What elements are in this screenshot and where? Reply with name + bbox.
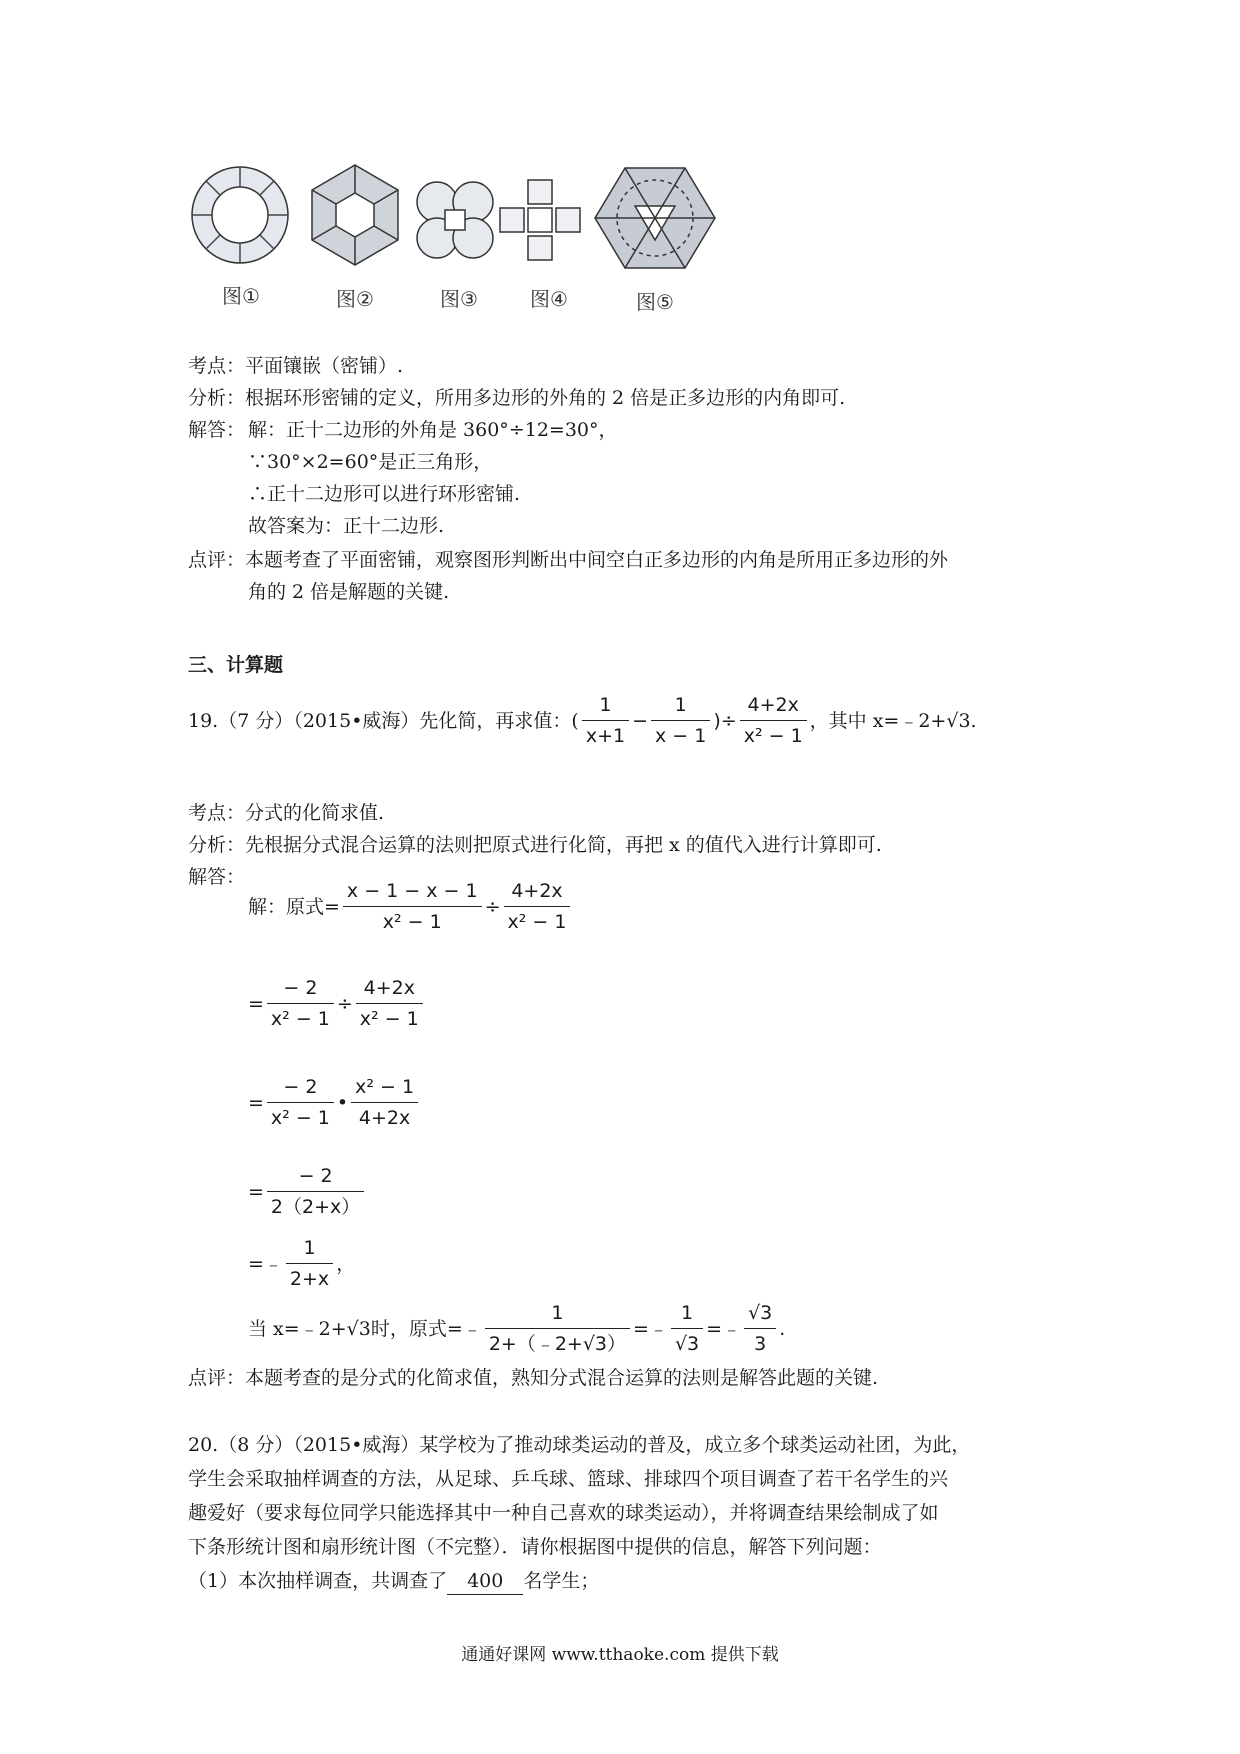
q19-f3-num: 4+2x xyxy=(740,692,807,721)
q19-step5-prefix: =﹣ xyxy=(248,1252,283,1275)
q19-step1-num: x − 1 − x − 1 xyxy=(343,878,482,907)
q19-step2-equals: = xyxy=(248,992,264,1015)
q19-final-num: 1 xyxy=(485,1300,630,1329)
q19-f2-num: 1 xyxy=(651,692,710,721)
q19-step4-den: 2（2+x） xyxy=(270,1196,361,1218)
q19-close-div: )÷ xyxy=(713,709,737,732)
q19-step1-prefix: 解：原式= xyxy=(248,895,340,918)
q19-step5-den: 2+x xyxy=(289,1268,330,1290)
q18-jieda-line-4: 故答案为：正十二边形. xyxy=(248,515,445,537)
q19-step5-suffix: ， xyxy=(336,1252,356,1275)
q19-kaodian: 考点：分式的化简求值. xyxy=(188,802,385,824)
figure-4-label: 图④ xyxy=(530,287,568,311)
figure-1-label: 图① xyxy=(222,284,260,308)
q19-step1-num2: 4+2x xyxy=(504,878,571,907)
figure-2-label: 图② xyxy=(336,287,374,311)
q18-dianping-1: 点评：本题考查了平面密铺，观察图形判断出中间空白正多边形的内角是所用正多边形的外 xyxy=(188,549,949,571)
q19-step3-den2: 4+2x xyxy=(358,1107,411,1129)
q19-step1-div: ÷ xyxy=(484,895,501,918)
q20-line-1: 20.（8 分）（2015•威海）某学校为了推动球类运动的普及，成立多个球类运动社团，为此， xyxy=(188,1434,971,1456)
q19-final-den: 2+（﹣2+√3） xyxy=(488,1333,627,1355)
q19-step-3 xyxy=(248,1074,421,1131)
q19-minus: − xyxy=(632,709,649,732)
q19-step2-den2: x² − 1 xyxy=(359,1008,419,1030)
q19-dianping: 点评：本题考查的是分式的化简求值，熟知分式混合运算的法则是解答此题的关键. xyxy=(188,1367,879,1389)
figure-3-label: 图③ xyxy=(440,287,478,311)
q18-dianping-2: 角的 2 倍是解题的关键. xyxy=(248,581,450,603)
q19-step2-div: ÷ xyxy=(336,992,353,1015)
q19-step2-den: x² − 1 xyxy=(270,1008,330,1030)
q19-step3-num2: x² − 1 xyxy=(351,1074,418,1103)
q19-f3-den: x² − 1 xyxy=(743,725,803,747)
q19-fenxi: 分析：先根据分式混合运算的法则把原式进行化简，再把 x 的值代入进行计算即可. xyxy=(188,834,882,856)
q19-final-prefix: 当 x=﹣2+√3时，原式=﹣ xyxy=(248,1317,482,1340)
q19-final xyxy=(248,1300,785,1357)
q19-step-5 xyxy=(248,1235,355,1292)
q18-jieda-line-3: ∴正十二边形可以进行环形密铺. xyxy=(248,483,521,505)
q20-line-3: 趣爱好（要求每位同学只能选择其中一种自己喜欢的球类运动），并将调查结果绘制成了如 xyxy=(188,1502,939,1524)
q19-step-4 xyxy=(248,1163,367,1220)
q19-step3-num: − 2 xyxy=(267,1074,334,1103)
q20-line-4: 下条形统计图和扇形统计图（不完整）．请你根据图中提供的信息，解答下列问题： xyxy=(188,1536,882,1558)
q19-final-den3: 3 xyxy=(754,1333,767,1355)
figure-5-label: 图⑤ xyxy=(636,290,674,314)
q19-prefix: 19.（7 分）（2015•威海）先化简，再求值：( xyxy=(188,709,579,732)
q18-fenxi: 分析：根据环形密铺的定义，所用多边形的外角的 2 倍是正多边形的内角即可. xyxy=(188,387,846,409)
q19-f1-den: x+1 xyxy=(585,725,626,747)
q18-jieda-label: 解答： xyxy=(188,419,246,441)
q19-step1-den2: x² − 1 xyxy=(507,911,567,933)
q18-kaodian: 考点：平面镶嵌（密铺）. xyxy=(188,355,404,377)
q19-step3-dot: • xyxy=(336,1091,349,1114)
q19-final-num3: √3 xyxy=(744,1300,776,1329)
q19-step3-equals: = xyxy=(248,1091,264,1114)
q20-sub1-suffix: 名学生； xyxy=(523,1570,600,1592)
q19-step1-den: x² − 1 xyxy=(382,911,442,933)
q19-final-mid2: =﹣ xyxy=(706,1317,742,1340)
footer-text: 通通好课网 www.tthaoke.com 提供下载 xyxy=(461,1645,779,1665)
q19-fraction-1 xyxy=(582,692,629,749)
q19-fraction-2 xyxy=(651,692,710,749)
q20-sub-1 xyxy=(188,1568,599,1595)
figure-3-octagon-ring xyxy=(417,182,493,258)
q19-final-mid: =﹣ xyxy=(633,1317,668,1340)
q19-jieda-label: 解答： xyxy=(188,866,246,888)
q19-step5-num: 1 xyxy=(286,1235,333,1264)
q18-jieda-line-1: 解：正十二边形的外角是 360°÷12=30°， xyxy=(248,419,618,441)
q19-step4-num: − 2 xyxy=(267,1163,364,1192)
q19-step3-den: x² − 1 xyxy=(270,1107,330,1129)
q20-sub1-prefix: （1）本次抽样调查，共调查了 xyxy=(188,1570,448,1592)
figure-2-hexagon-ring xyxy=(312,165,398,265)
q19-final-end: . xyxy=(779,1317,786,1340)
q19-fraction-3 xyxy=(740,692,807,749)
figure-4-square-cross xyxy=(500,180,580,260)
q19-final-num2: 1 xyxy=(671,1300,703,1329)
q19-final-den2: √3 xyxy=(674,1333,700,1355)
q19-f2-den: x − 1 xyxy=(655,725,707,747)
q19-suffix: ，其中 x=﹣2+√3. xyxy=(809,709,977,732)
q20-sub1-answer: 400 xyxy=(447,1568,523,1595)
q19-f1-num: 1 xyxy=(582,692,629,721)
q19-step2-num: − 2 xyxy=(267,975,334,1004)
q19-step-1 xyxy=(248,878,573,935)
figure-1-pentagon-ring xyxy=(192,167,288,263)
q19-step4-equals: = xyxy=(248,1180,264,1203)
section-heading: 三、计算题 xyxy=(188,654,284,676)
figure-5-triangle-hexagon xyxy=(595,168,715,268)
q19-step-2 xyxy=(248,975,426,1032)
q19-step2-num2: 4+2x xyxy=(356,975,423,1004)
q20-line-2: 学生会采取抽样调查的方法，从足球、乒乓球、篮球、排球四个项目调查了若干名学生的兴 xyxy=(188,1468,949,1490)
q19-problem xyxy=(188,692,977,749)
q18-jieda-line-2: ∵30°×2=60°是正三角形， xyxy=(248,451,493,473)
